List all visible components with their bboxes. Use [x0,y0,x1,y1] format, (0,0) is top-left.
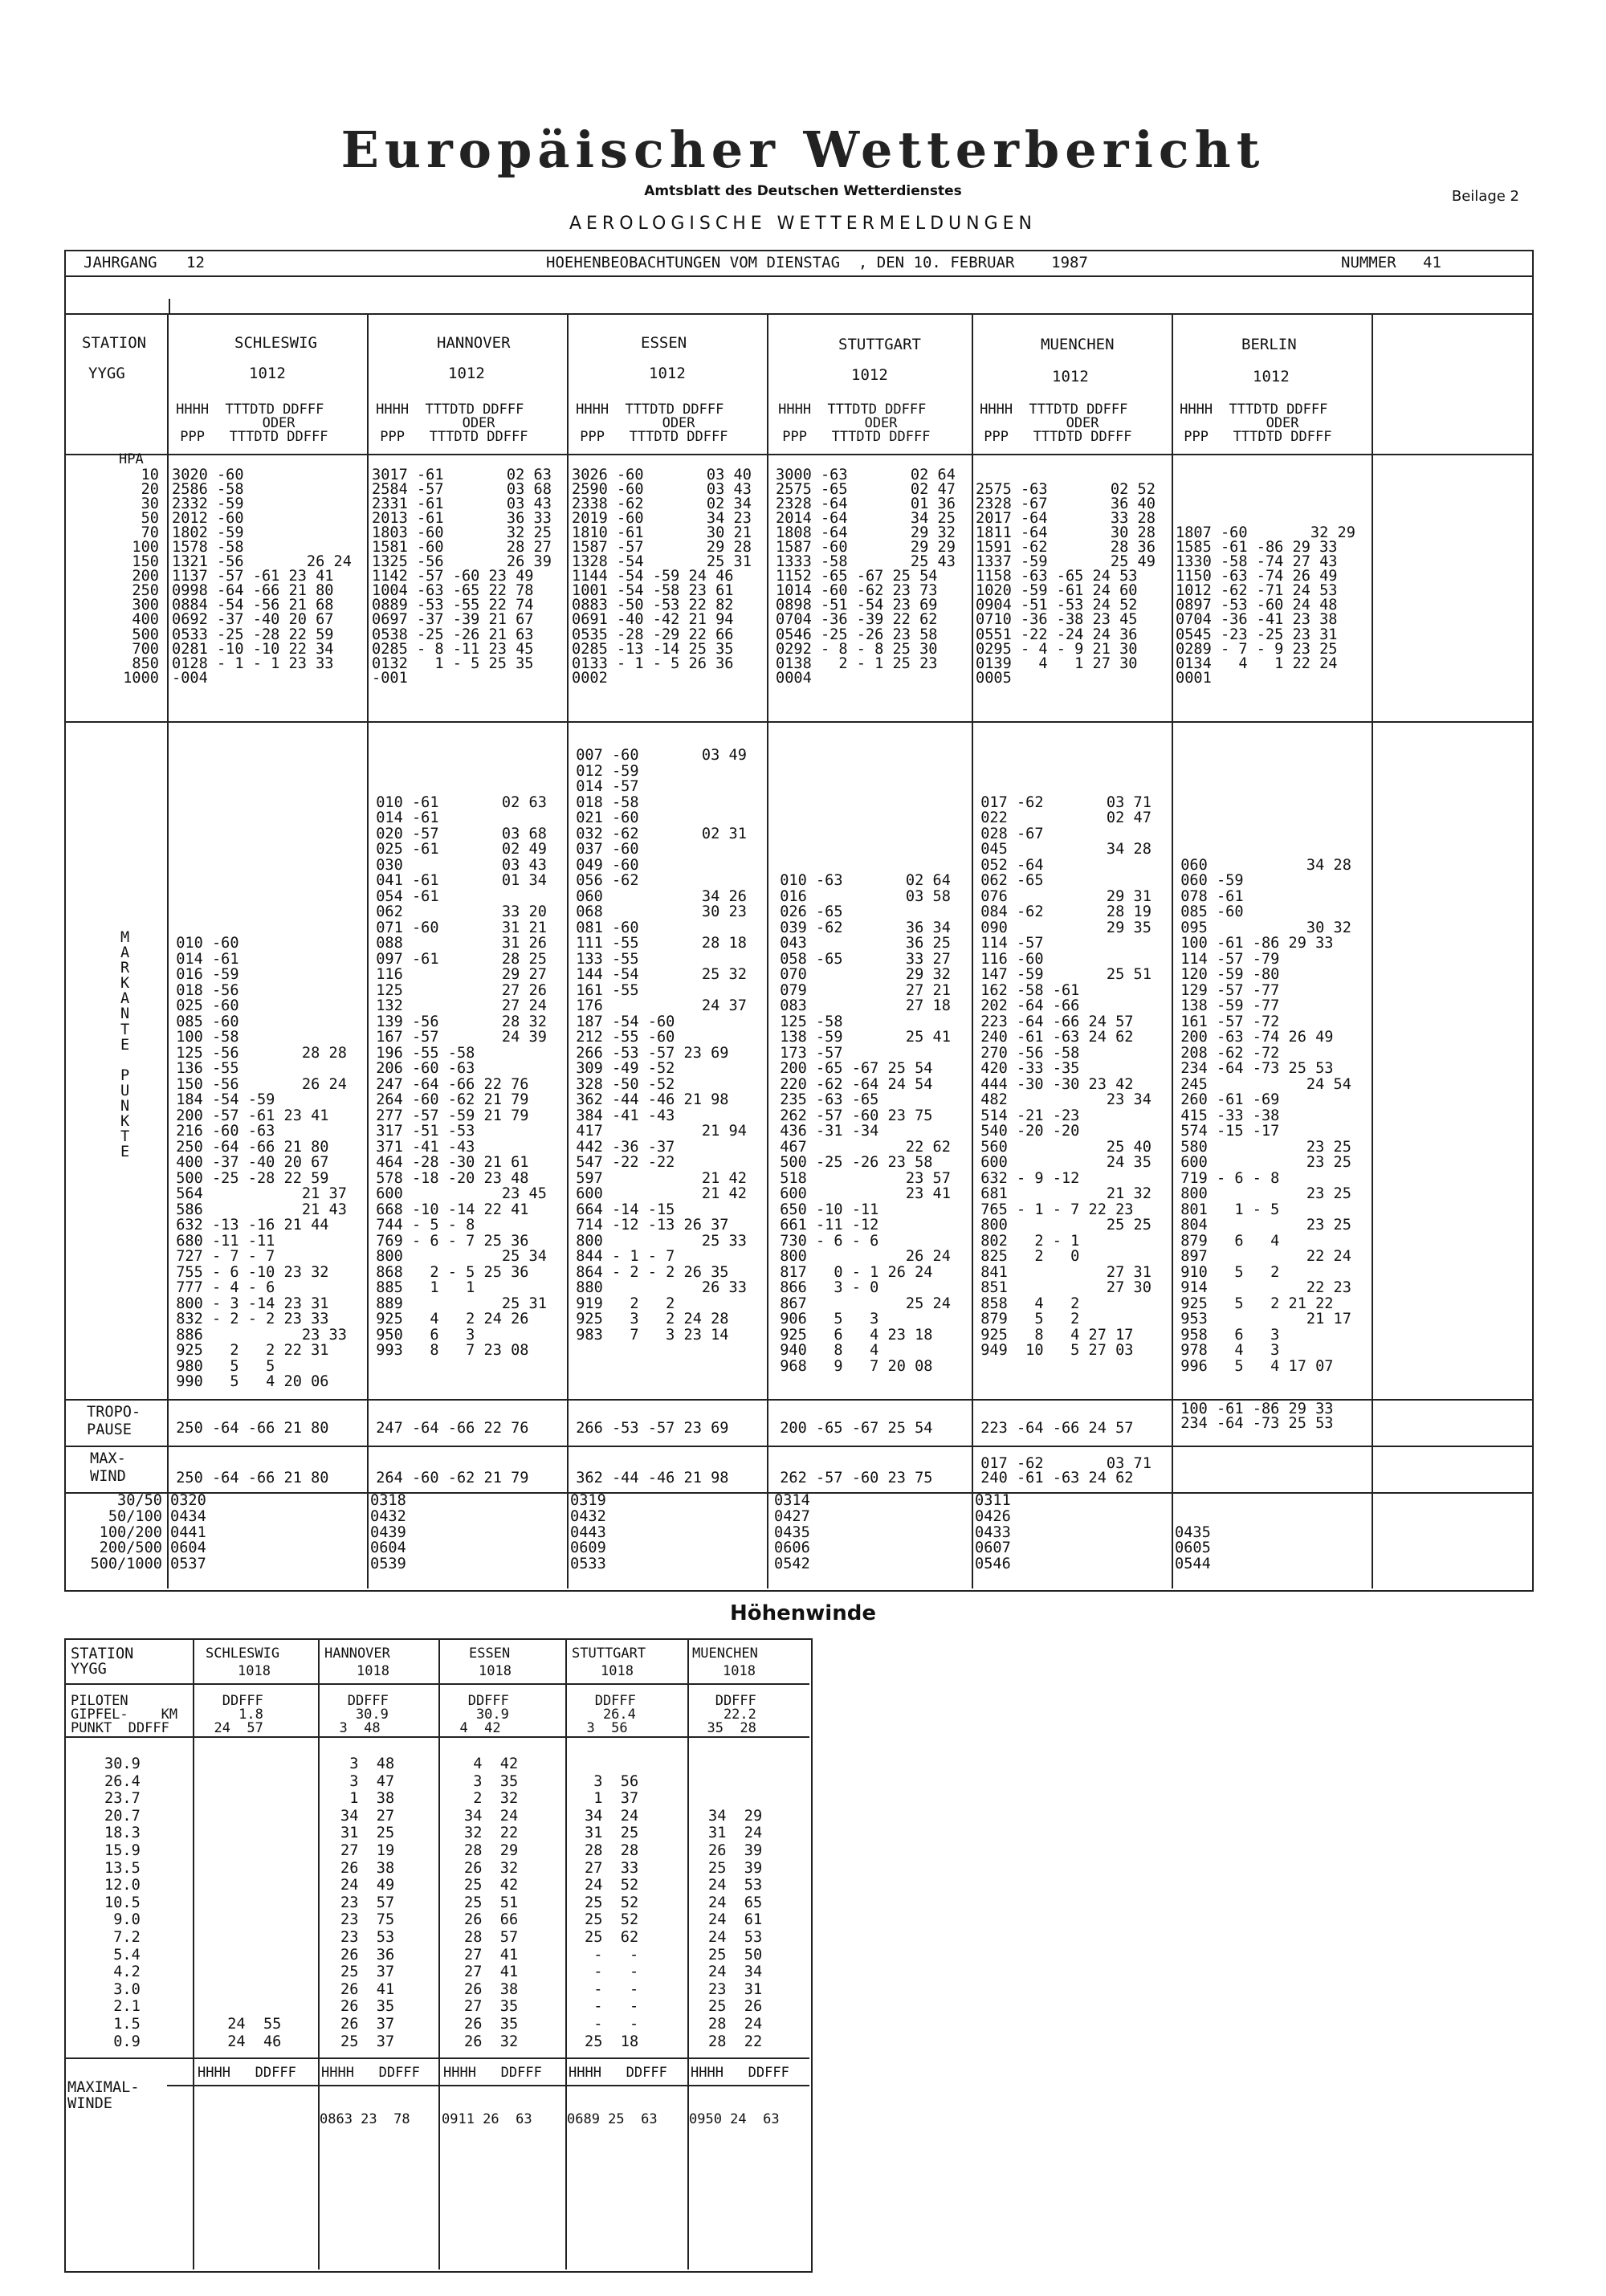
layer-thickness: 0435 0605 0544 [1175,1523,1211,1573]
nummer-value: 41 [1423,254,1441,271]
hoehenwinde-title: Höhenwinde [730,1601,876,1625]
hw-max-head: HHHH DDFFF [691,2065,789,2081]
maxwind-values: 262 -57 -60 23 75 [771,1470,933,1486]
layer-thickness: 0320 0434 0441 0604 0537 [170,1492,206,1573]
hw-maxhead-line [167,2085,809,2086]
hw-station-yygg: 1018 [479,1663,512,1679]
yygg-label: YYGG [88,365,125,382]
layer-thickness: 0311 0426 0433 0607 0546 [975,1492,1011,1573]
hw-gipfel: DDFFF 1.8 24 57 [214,1693,263,1736]
hw-max-head: HHHH DDFFF [321,2065,420,2081]
hw-maximal-label: MAXIMAL- WINDE [67,2079,140,2112]
hw-gipfel: DDFFF 30.9 4 42 [459,1693,509,1736]
layer-thickness-labels: 30/50 50/100 100/200 200/500 500/1000 [90,1492,162,1573]
station-yygg: 1012 [1253,368,1290,385]
significant-levels: 060 34 28 060 -59 078 -61 085 -60 095 30 32 100 -61 -86 29 33 114 -57 -79 120 -59 -80 129 -57 -77 138 -59 -77 161 -57 -72 200 -63 -74 26 49 208 -62 -72 234 -64 -73 25 53 245 24 54 260 -61 -69 415 -33 -38 574 -15 -17 580 23 25 600 23 25 719 - 6 - 8 800 23 25 801 1 - 5 804 23 25 879 6 4 897 22 24 910 5 2 914 22 23 925 5 2 21 22 953 21 17 958 6 3 978 4 3 996 5 4 17 07 [1180,856,1351,1375]
standard-levels: 3026 -60 03 40 2590 -60 03 43 2338 -62 02 34 2019 -60 34 23 1810 -61 30 21 1587 -57 29 28 1328 -54 25 31 1144 -54 -59 24 46 1001 -54 -58 23 61 0883 -50 -53 22 82 0691 -40 -42 21 94 0535 -28 -29 22 66 0285 -13 -14 25 35 0133 - 1 - 5 26 36 0002 [572,467,752,687]
hw-gipfel-line [64,1736,809,1738]
pressure-levels: 10 20 30 50 70 100 150 200 250 300 400 500 700 850 1000 [123,467,159,687]
hw-max-head: HHHH DDFFF [198,2065,296,2081]
tropopause-label: TROPO- PAUSE [87,1404,141,1438]
station-name: BERLIN [1241,336,1297,353]
jahrgang-label: JAHRGANG [84,254,157,271]
hw-station-yygg: 1018 [601,1663,634,1679]
station-yygg: 1012 [448,365,485,382]
station-name: STUTTGART [838,336,921,353]
supplement-label: Beilage 2 [1451,188,1519,205]
hw-max-head: HHHH DDFFF [443,2065,542,2081]
header-top-line [64,313,1532,315]
hw-level-winds: 4 42 3 35 2 32 34 24 32 22 28 29 26 32 25 42 25 51 26 66 28 57 27 41 27 41 26 38 27 35 26 35 26 32 [464,1756,519,2050]
header-bottom-line [64,454,1532,455]
significant-levels: 017 -62 03 71 022 02 47 028 -67 045 34 28 052 -64 062 -65 076 29 31 084 -62 28 19 090 29 35 114 -57 116 -60 147 -59 25 51 162 -58 -61 202 -64 -66 223 -64 -66 24 57 240 -61 -63 24 62 270 -56 -58 420 -33 -35 444 -30 -30 23 42 482 23 34 514 -21 -23 540 -20 -20 560 25 40 600 24 35 632 - 9 -12 681 21 32 765 - 1 - 7 22 23 800 25 25 802 2 - 1 825 2 0 841 27 31 851 27 30 858 4 2 879 5 2 925 8 4 27 17 949 10 5 27 03 [980,793,1152,1359]
hw-station-name: MUENCHEN [692,1646,758,1662]
hw-max-values: 0950 24 63 [689,2111,780,2127]
hw-max-values: 0911 26 63 [442,2111,532,2127]
hw-gipfel: DDFFF 22.2 35 28 [707,1693,756,1736]
significant-levels: 010 -61 02 63 014 -61 020 -57 03 68 025 -61 02 49 030 03 43 041 -61 01 34 054 -61 062 33 20 071 -60 31 21 088 31 26 097 -61 28 25 116 29 27 125 27 26 132 27 24 139 -56 28 32 167 -57 24 39 196 -55 -58 206 -60 -63 247 -64 -66 22 76 264 -60 -62 21 79 277 -57 -59 21 79 317 -51 -53 371 -41 -43 464 -28 -30 21 61 578 -18 -20 23 48 600 23 45 668 -10 -14 22 41 744 - 5 - 8 769 - 6 - 7 25 36 800 25 34 868 2 - 5 25 36 885 1 1 889 25 31 925 4 2 24 26 950 6 3 993 8 7 23 08 [376,793,547,1359]
maxwind-values: 362 -44 -46 21 98 [567,1470,729,1486]
hw-station-yygg: 1018 [238,1663,271,1679]
layer-thickness: 0314 0427 0435 0606 0542 [774,1492,810,1573]
tropopause-values: 266 -53 -57 23 69 [567,1420,729,1437]
jahrgang-value: 12 [186,254,205,271]
standard-levels: 3017 -61 02 63 2584 -57 03 68 2331 -61 03 43 2013 -61 36 33 1803 -60 32 25 1581 -60 28 27 1325 -56 26 39 1142 -57 -60 23 49 1004 -63 -65 22 78 0889 -53 -55 22 74 0697 -37 -39 21 67 0538 -25 -26 21 63 0285 - 8 -11 23 45 0132 1 - 5 25 35 -001 [372,467,552,687]
maxwind-values: 250 -64 -66 21 80 [167,1470,329,1486]
station-yygg: 1012 [249,365,286,382]
info-row-divider [64,275,1532,277]
section-title: AEROLOGISCHE WETTERMELDUNGEN [569,214,1037,234]
hw-levels-km: 30.9 26.4 23.7 20.7 18.3 15.9 13.5 12.0 10.5 9.0 7.2 5.4 4.2 3.0 2.1 1.5 0.9 [104,1756,141,2050]
column-header: HHHH TTTDTD DDFFF ODER PPP TTTDTD DDFFF [980,402,1132,445]
hw-station-name: STUTTGART [572,1646,646,1662]
station-yygg: 1012 [649,365,686,382]
hw-level-winds: 24 55 24 46 [227,2015,282,2050]
tropopause-values: 100 -61 -86 29 33 234 -64 -73 25 53 [1180,1401,1334,1433]
hw-col-sep-3 [565,1638,567,2269]
tropopause-values: 247 -64 -66 22 76 [367,1420,529,1437]
hw-station-name: ESSEN [469,1646,511,1662]
hw-level-winds: 3 48 3 47 1 38 34 27 31 25 27 19 26 38 24 49 23 57 23 75 23 53 26 36 25 37 26 41 26 35 26 37 25 37 [340,1756,395,2050]
tropo-bottom-line [64,1446,1532,1447]
hw-header-line [64,1683,809,1685]
hw-col-sep-1 [318,1638,320,2269]
maxwind-values: 017 -62 03 71 240 -61 -63 24 62 [980,1455,1152,1487]
station-name: SCHLESWIG [234,334,317,352]
column-header: HHHH TTTDTD DDFFF ODER PPP TTTDTD DDFFF [576,402,728,445]
hw-level-winds: 3 56 1 37 34 24 31 25 28 28 27 33 24 52 25 52 25 52 25 62 - - - - - - - - - - 25 18 [585,1772,639,2050]
hw-col-sep-label [193,1638,194,2269]
hw-station-yygg: 1018 [357,1663,389,1679]
standard-levels-bottom-line [64,721,1532,723]
masthead-subtitle: Amtsblatt des Deutschen Wetterdienstes [644,183,962,199]
hw-station-name: SCHLESWIG [206,1646,280,1662]
standard-levels: 1807 -60 32 29 1585 -61 -86 29 33 1330 -58 -74 27 43 1150 -63 -74 26 49 1012 -62 -71 24 53 0897 -53 -60 24 48 0704 -36 -41 23 38 0545 -23 -25 23 31 0289 - 7 - 9 23 25 0134 4 1 22 24 0001 [1176,524,1355,687]
maxwind-label: MAX- WIND [90,1450,126,1485]
significant-levels: 010 -63 02 64 016 03 58 026 -65 039 -62 36 34 043 36 25 058 -65 33 27 070 29 32 079 27 21 083 27 18 125 -58 138 -59 25 41 173 -57 200 -65 -67 25 54 220 -62 -64 24 54 235 -63 -65 262 -57 -60 23 75 436 -31 -34 467 22 62 500 -25 -26 23 58 518 23 57 600 23 41 650 -10 -11 661 -11 -12 730 - 6 - 6 800 26 24 817 0 - 1 26 24 866 3 - 0 867 25 24 906 5 3 925 6 4 23 18 940 8 4 968 9 7 20 08 [780,872,951,1375]
hw-gipfel: DDFFF 26.4 3 56 [586,1693,636,1736]
masthead [0,120,1606,179]
hw-station-label: STATION YYGG [71,1646,134,1678]
hw-piloten-label: PILOTEN GIPFEL- KM PUNKT DDFFF [71,1693,178,1736]
layer-thickness: 0318 0432 0439 0604 0539 [370,1492,406,1573]
tropopause-values: 223 -64 -66 24 57 [972,1420,1134,1437]
col-sep-3 [767,313,768,1588]
column-header: HHHH TTTDTD DDFFF ODER PPP TTTDTD DDFFF [1180,402,1332,445]
standard-levels: 2575 -63 02 52 2328 -67 36 40 2017 -64 33 28 1811 -64 30 28 1591 -62 28 36 1337 -59 25 49 1158 -63 -65 24 53 1020 -59 -61 24 60 0904 -51 -53 24 52 0710 -36 -38 23 45 0551 -22 -24 24 36 0295 - 4 - 9 21 30 0139 4 1 27 30 0005 [976,481,1156,687]
tropopause-values: 250 -64 -66 21 80 [167,1420,329,1437]
station-name: MUENCHEN [1041,336,1115,353]
column-header: HHHH TTTDTD DDFFF ODER PPP TTTDTD DDFFF [376,402,528,445]
observation-date: HOEHENBEOBACHTUNGEN VOM DIENSTAG , DEN 10. FEBRUAR 1987 [546,254,1088,271]
station-yygg: 1012 [1052,368,1089,385]
page-title: Europäischer Wetterbericht [340,120,1266,179]
hw-level-winds: 34 29 31 24 26 39 25 39 24 53 24 65 24 61 24 53 25 50 24 34 23 31 25 26 28 24 28 22 [708,1807,763,2050]
hw-col-sep-4 [687,1638,689,2269]
hw-levels-line [64,2057,809,2059]
marked-points-label: M A R K A N T E P U N K T E [120,929,130,1161]
tropopause-values: 200 -65 -67 25 54 [771,1420,933,1437]
column-header: HHHH TTTDTD DDFFF ODER PPP TTTDTD DDFFF [176,402,328,445]
hw-station-yygg: 1018 [723,1663,756,1679]
station-name: ESSEN [641,334,687,352]
hw-col-sep-2 [438,1638,440,2269]
significant-levels: 007 -60 03 49 012 -59 014 -57 018 -58 021 -60 032 -62 02 31 037 -60 049 -60 056 -62 060 34 26 068 30 23 081 -60 111 -55 28 18 133 -55 144 -54 25 32 161 -55 176 24 37 187 -54 -60 212 -55 -60 266 -53 -57 23 69 309 -49 -52 328 -50 -52 362 -44 -46 21 98 384 -41 -43 417 21 94 442 -36 -37 547 -22 -22 597 21 42 600 21 42 664 -14 -15 714 -12 -13 26 37 800 25 33 844 - 1 - 7 864 - 2 - 2 26 35 880 26 33 919 2 2 925 3 2 24 28 983 7 3 23 14 [576,747,747,1344]
station-label: STATION [82,334,147,352]
hw-max-values: 0689 25 63 [567,2111,658,2127]
standard-levels: 3000 -63 02 64 2575 -65 02 47 2328 -64 01 36 2014 -64 34 25 1808 -64 29 32 1587 -60 29 29 1333 -58 25 43 1152 -65 -67 25 54 1014 -60 -62 23 73 0898 -51 -54 23 69 0704 -36 -39 22 62 0546 -25 -26 23 58 0292 - 8 - 8 25 30 0138 2 - 1 25 23 0004 [776,467,956,687]
hpa-label: HPA [119,451,144,467]
standard-levels: 3020 -60 2586 -58 2332 -59 2012 -60 1802 -59 1578 -58 1321 -56 26 24 1137 -57 -61 23 41 0998 -64 -66 21 80 0884 -54 -56 21 68 0692 -37 -40 20 67 0533 -25 -28 22 59 0281 -10 -10 22 34 0128 - 1 - 1 23 33 -004 [172,467,352,687]
hw-gipfel: DDFFF 30.9 3 48 [339,1693,389,1736]
hw-max-values: 0863 23 78 [320,2111,410,2127]
info-tick [169,299,170,313]
maxwind-values: 264 -60 -62 21 79 [367,1470,529,1486]
nummer-label: NUMMER [1341,254,1396,271]
column-header: HHHH TTTDTD DDFFF ODER PPP TTTDTD DDFFF [778,402,931,445]
layer-thickness: 0319 0432 0443 0609 0533 [570,1492,606,1573]
hw-max-head: HHHH DDFFF [569,2065,667,2081]
station-yygg: 1012 [851,366,888,384]
station-name: HANNOVER [437,334,511,352]
hw-station-name: HANNOVER [324,1646,390,1662]
col-sep-6 [1372,313,1373,1588]
significant-levels: 010 -60 014 -61 016 -59 018 -56 025 -60 085 -60 100 -58 125 -56 28 28 136 -55 150 -56 26 24 184 -54 -59 200 -57 -61 23 41 216 -60 -63 250 -64 -66 21 80 400 -37 -40 20 67 500 -25 -28 22 59 564 21 37 586 21 43 632 -13 -16 21 44 680 -11 -11 727 - 7 - 7 755 - 6 -10 23 32 777 - 4 - 6 800 - 3 -14 23 31 832 - 2 - 2 23 33 886 23 33 925 2 2 22 31 980 5 5 990 5 4 20 06 [176,935,347,1390]
